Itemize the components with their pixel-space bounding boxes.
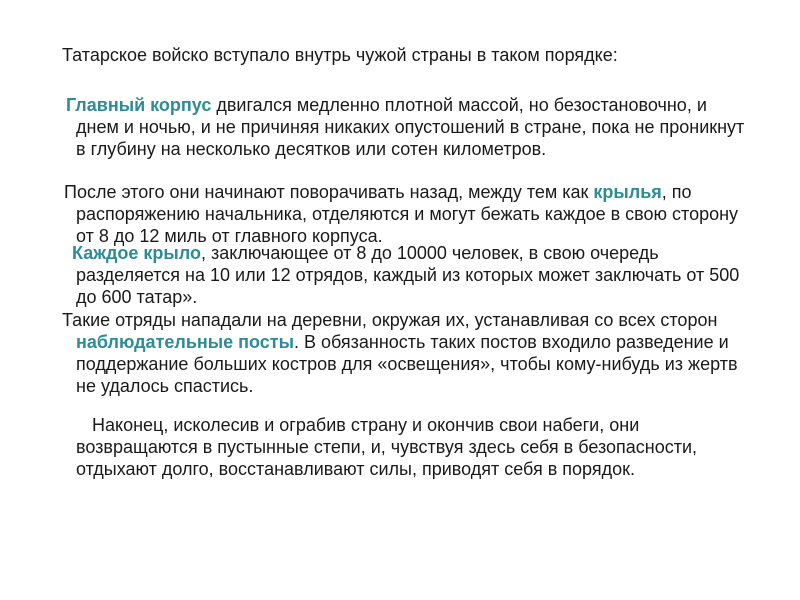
paragraph-detachments	[62, 309, 756, 397]
paragraph-text-before: Такие отряды нападали на деревни, окружая их, устанавливая со всех сторон	[62, 310, 718, 330]
highlight-main-corps: Главный корпус	[66, 95, 212, 115]
paragraph-wings	[62, 181, 756, 247]
paragraph-text-after: , по распоряжению начальника, отделяются и могут бежать каждое в свою сторону от 8 до 12 миль от главного корпуса.	[76, 182, 739, 246]
paragraph-text-before: После этого они начинают поворачивать назад, между тем как	[64, 182, 594, 202]
intro-text: Татарское войско вступало внутрь чужой страны в таком порядке:	[62, 45, 618, 65]
paragraph-main-corps	[62, 94, 752, 160]
paragraph-conclusion	[62, 414, 756, 480]
paragraph-text: Наконец, исколесив и ограбив страну и окончив свои набеги, они возвращаются в пустынные степи, и, чувствуя здесь себя в безопасности, отдыхают долго, восстанавливают силы, приводят себя в порядок.	[76, 415, 698, 479]
highlight-each-wing: Каждое крыло	[72, 243, 201, 263]
paragraph-text: , заключающее от 8 до 10000 человек, в свою очередь разделяется на 10 или 12 отрядов, каждый из которых может заключать от 500 до 600 татар».	[76, 243, 740, 307]
paragraph-text: двигался медленно плотной массой, но безостановочно, и днем и ночью, и не причиняя никаких опустошений в стране, пока не проникнут в глубину на несколько десятков или сотен километров.	[76, 95, 745, 159]
highlight-observation-posts: наблюдательные посты	[76, 332, 294, 352]
paragraph-each-wing	[62, 242, 756, 308]
paragraph-text-after: . В обязанность таких постов входило разведение и поддержание больших костров для «освещения», чтобы кому-нибудь из жертв не удалось спастись.	[76, 332, 738, 396]
highlight-wings: крылья	[593, 182, 662, 202]
